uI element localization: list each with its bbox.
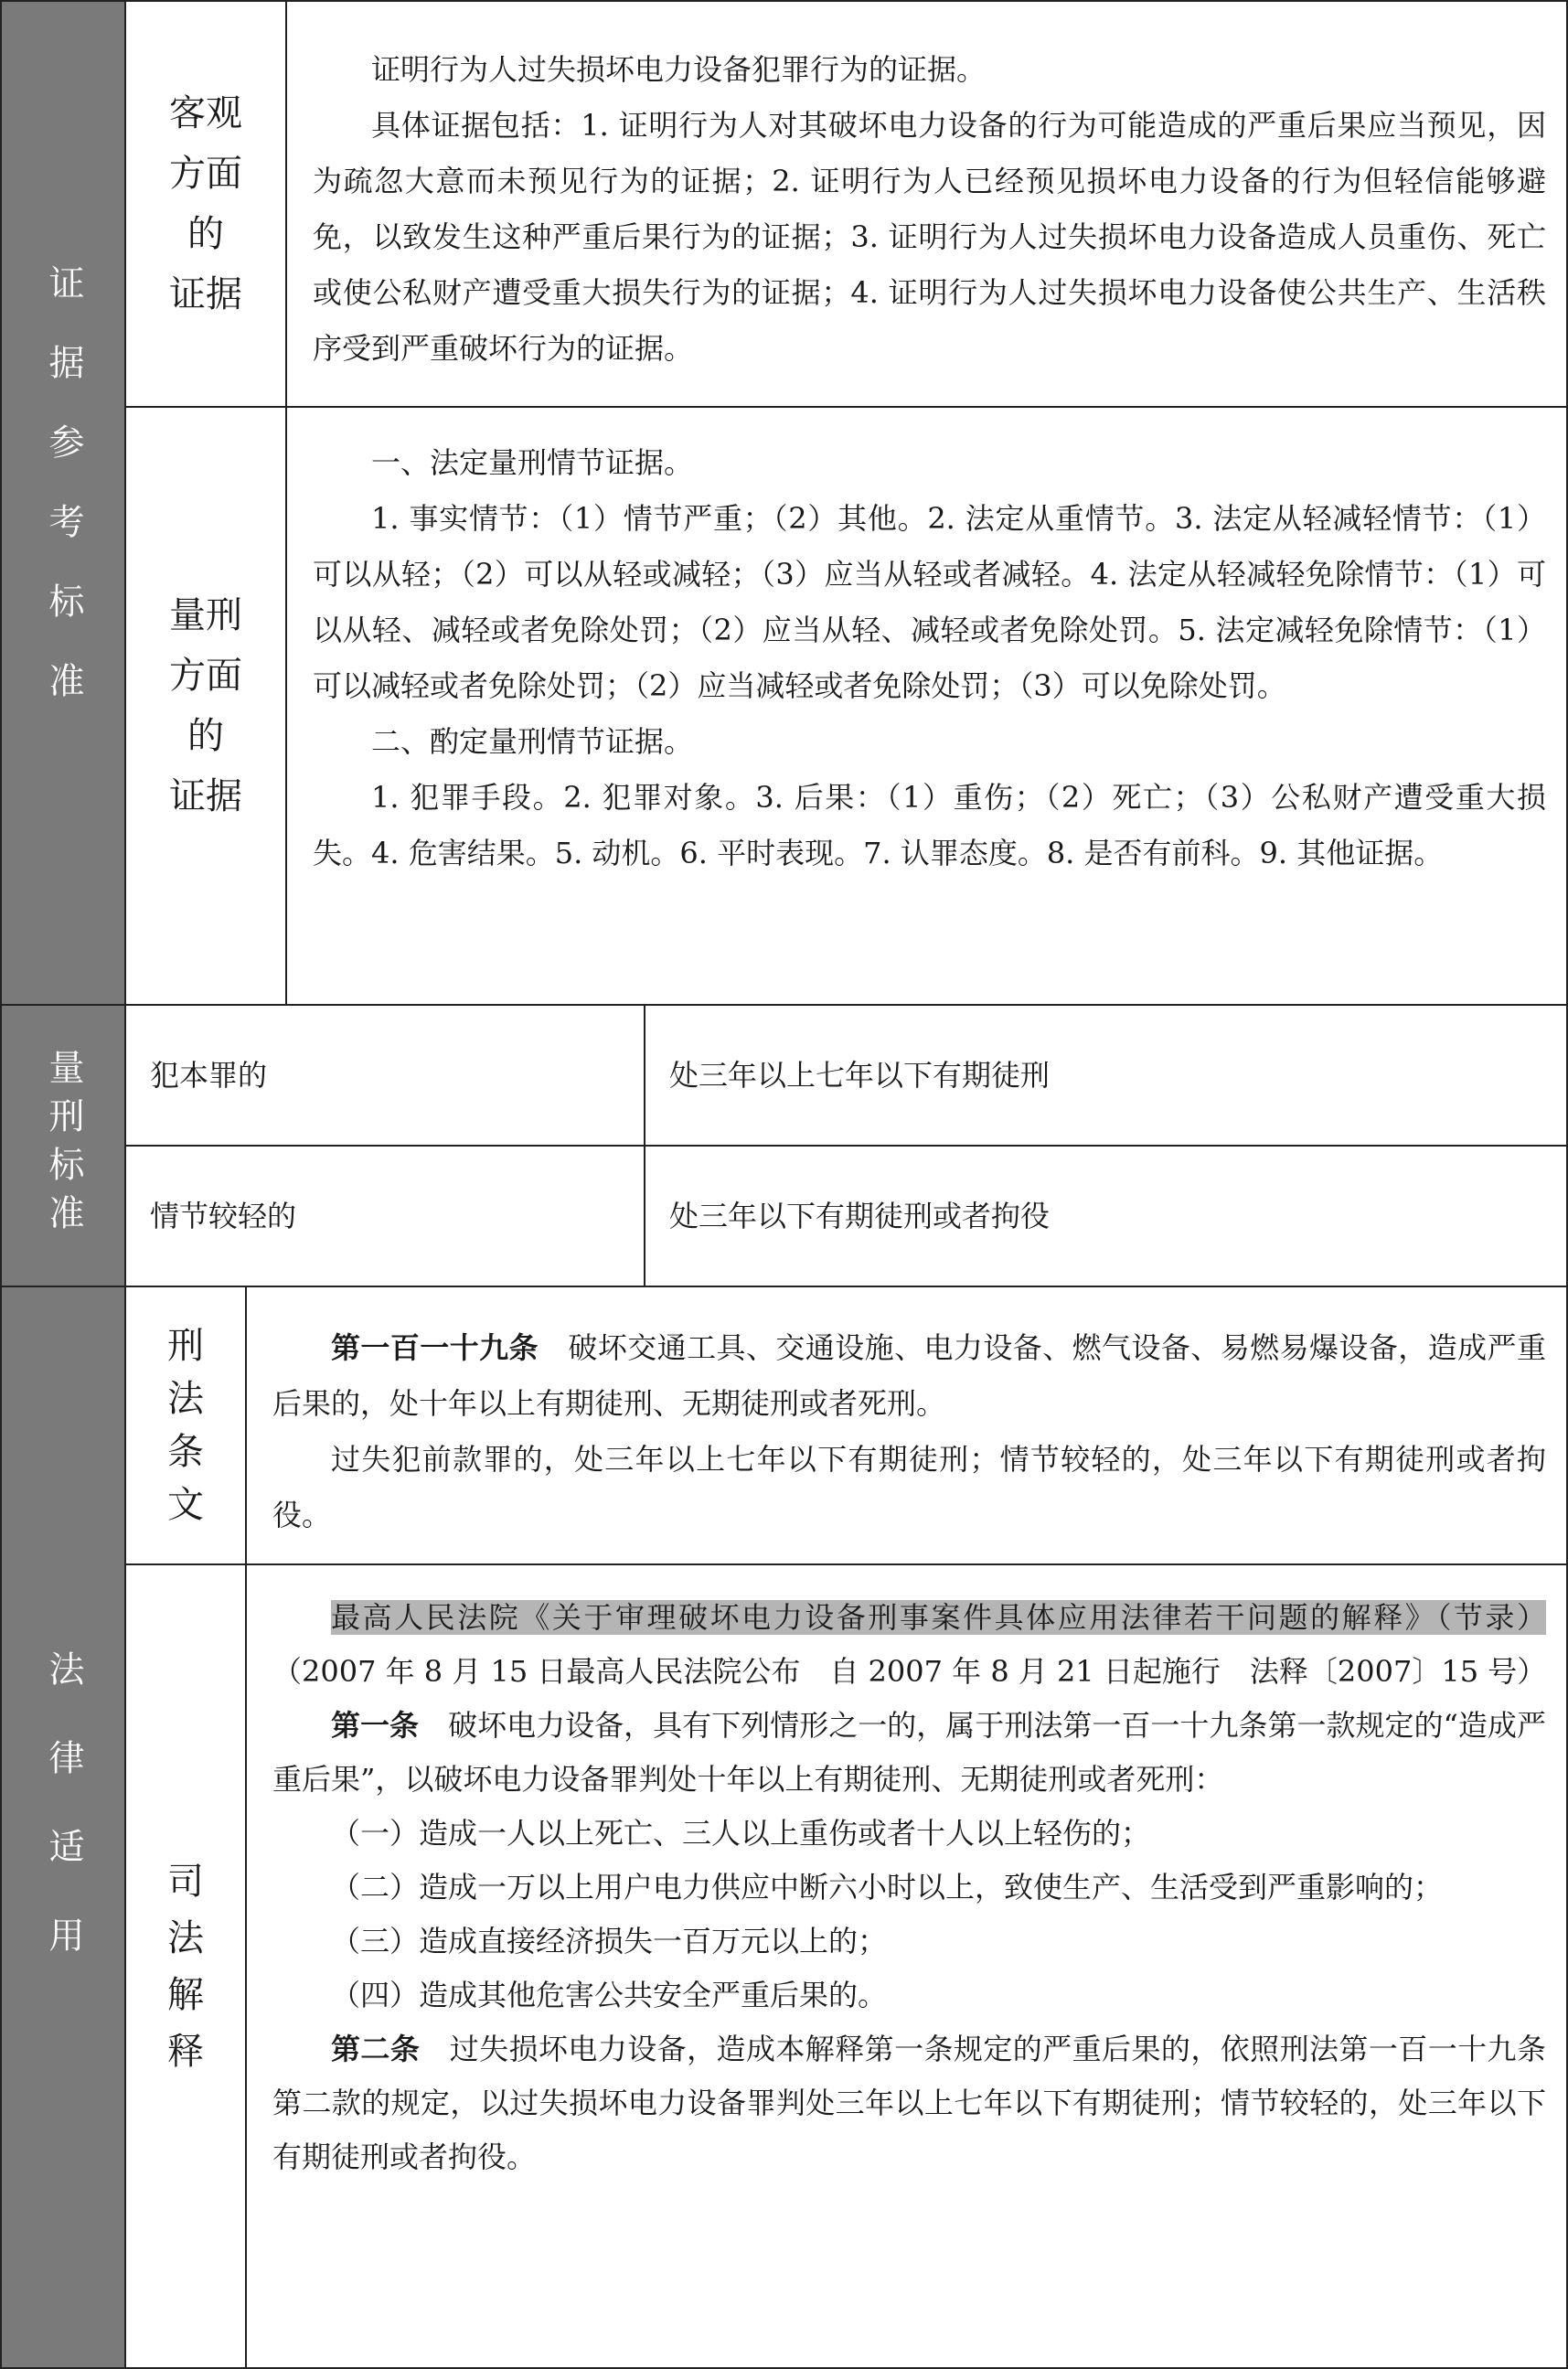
objective-para-1: 证明行为人过失损坏电力设备犯罪行为的证据。 bbox=[371, 52, 987, 87]
objective-label-cell bbox=[124, 0, 287, 408]
article-119-para-2: 过失犯前款罪的，处三年以上七年以下有期徒刑；情节较轻的，处三年以下有期徒刑或者拘役。 bbox=[272, 1442, 1546, 1532]
section-law-label: 法律适用 bbox=[43, 1649, 84, 2005]
interp-article-1: 第一条 破坏电力设备，具有下列情形之一的，属于刑法第一百一十九条第一款规定的“造成严重后果”，以破坏电力设备罪判处十年以上有期徒刑、无期徒刑或者死刑： bbox=[272, 1708, 1546, 1797]
interp-item-3: （三）造成直接经济损失一百万元以上的； bbox=[331, 1924, 888, 1958]
article-119-title: 第一百一十九条 bbox=[331, 1330, 539, 1365]
sentencing-para-2: 1. 事实情节：（1）情节严重；（2）其他。2. 法定从重情节。3. 法定从轻减轻情节：（1）可以从轻；（2）可以从轻或减轻；（3）应当从轻或者减轻。4. 法定从轻减轻免除情节：（1）可以从轻、减轻或者免除处罚；（2）应当从轻、减轻或者免除处罚。5. 法定减轻免除情节：（1）可以减轻或者免除处罚；（2）应当减轻或者免除处罚；（3）可以免除处罚。 bbox=[313, 501, 1546, 703]
sentencing-para-4: 1. 犯罪手段。2. 犯罪对象。3. 后果：（1）重伤；（2）死亡；（3）公私财产遭受重大损失。4. 危害结果。5. 动机。6. 平时表现。7. 认罪态度。8. 是否有前科。9. 其他证据。 bbox=[313, 780, 1546, 870]
interp-meta: （2007 年 8 月 15 日最高人民法院公布 自 2007 年 8 月 21 日起施行 法释〔2007〕15 号） bbox=[272, 1654, 1547, 1689]
judicial-interp-label-cell bbox=[124, 1563, 247, 2369]
sentencing-para-3: 二、酌定量刑情节证据。 bbox=[371, 724, 694, 759]
sentencing-evidence-content-cell bbox=[285, 406, 1568, 1006]
sentencing-row-2-penalty: 处三年以下有期徒刑或者拘役 bbox=[644, 1145, 1568, 1287]
objective-para-2: 具体证据包括：1. 证明行为人对其破坏电力设备的行为可能造成的严重后果应当预见，因为疏忽大意而未预见行为的证据；2. 证明行为人已经预见损坏电力设备的行为但轻信能够避免，以致发生这种严重后果行为的证据；3. 证明行为人过失损坏电力设备造成人员重伤、死亡或使公私财产遭受重大损失行为的证据；4. 证明行为人过失损坏电力设备使公共生产、生活秩序受到严重破坏行为的证据。 bbox=[313, 108, 1546, 366]
section-law-header bbox=[0, 1286, 126, 2369]
interp-heading bbox=[272, 1591, 1546, 1699]
interp-article-2: 第二条 过失损坏电力设备，造成本解释第一条规定的严重后果的，依照刑法第一百一十九条第二款的规定，以过失损坏电力设备罪判处三年以上七年以下有期徒刑；情节较轻的，处三年以下有期徒刑或者拘役。 bbox=[272, 2032, 1546, 2174]
sentencing-evidence-label: 量刑 方面 的 证据 bbox=[169, 594, 242, 817]
interp-item-1: （一）造成一人以上死亡、三人以上重伤或者十人以上轻伤的； bbox=[331, 1816, 1151, 1851]
judicial-interp-content-cell bbox=[245, 1563, 1568, 2369]
sentencing-row-2-case: 情节较轻的 bbox=[124, 1145, 645, 1287]
sentencing-row-1-penalty: 处三年以上七年以下有期徒刑 bbox=[644, 1004, 1568, 1147]
sentencing-evidence-label-cell bbox=[124, 406, 287, 1006]
criminal-law-label-cell bbox=[124, 1286, 247, 1565]
interp-item-2: （二）造成一万以上用户电力供应中断六小时以上，致使生产、生活受到严重影响的； bbox=[331, 1870, 1444, 1905]
sentencing-para-1: 一、法定量刑情节证据。 bbox=[371, 445, 694, 480]
criminal-law-content-cell bbox=[245, 1286, 1568, 1565]
interp-title: 最高人民法院《关于审理破坏电力设备刑事案件具体应用法律若干问题的解释》 bbox=[331, 1600, 1437, 1635]
objective-content-cell bbox=[285, 0, 1568, 408]
section-sentencing-header bbox=[0, 1004, 126, 1287]
judicial-interp-label: 司 法 解 释 bbox=[167, 1860, 204, 2073]
interp-excerpt: （节录） bbox=[1436, 1600, 1546, 1635]
section-sentencing-label: 量刑标准 bbox=[43, 1049, 84, 1243]
section-evidence-label: 证据参考标准 bbox=[43, 264, 84, 742]
interp-item-4: （四）造成其他危害公共安全严重后果的。 bbox=[331, 1978, 888, 2012]
sentencing-row-1-case: 犯本罪的 bbox=[124, 1004, 645, 1147]
section-evidence-header bbox=[0, 0, 126, 1006]
criminal-law-label: 刑 法 条 文 bbox=[167, 1325, 204, 1526]
objective-label: 客观 方面 的 证据 bbox=[169, 92, 242, 315]
article-119-para-1: 第一百一十九条 破坏交通工具、交通设施、电力设备、燃气设备、易燃易爆设备，造成严重后果的，处十年以上有期徒刑、无期徒刑或者死刑。 bbox=[272, 1330, 1546, 1421]
